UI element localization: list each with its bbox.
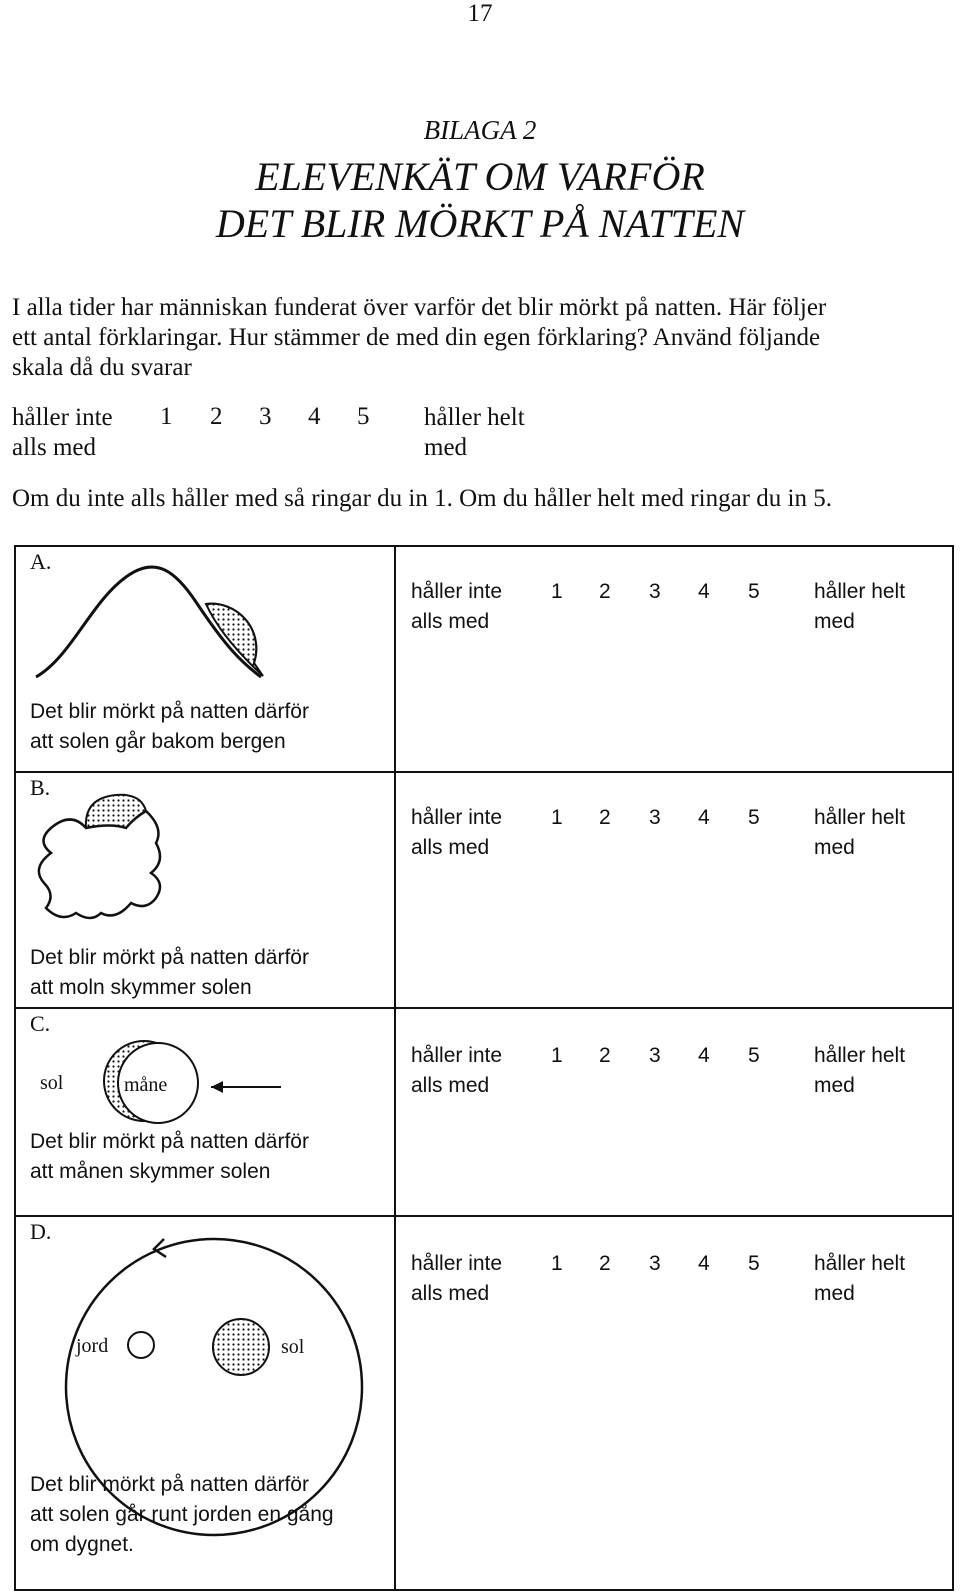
rating-option-3[interactable]: 3 <box>649 806 661 829</box>
item-letter: D. <box>30 1219 52 1244</box>
scale-number: 4 <box>308 403 321 430</box>
page-title-line-1: ELEVENKÄT OM VARFÖR <box>255 154 705 199</box>
appendix-label: BILAGA 2 <box>423 115 537 145</box>
illustration-cell <box>15 1216 395 1590</box>
rating-option-2[interactable]: 2 <box>599 1044 611 1067</box>
rating-option-4[interactable]: 4 <box>698 580 710 603</box>
survey-table <box>14 545 954 1591</box>
rating-option-5[interactable]: 5 <box>748 806 760 829</box>
sun-label: sol <box>40 1072 64 1094</box>
caption-line: att månen skymmer solen <box>30 1160 271 1183</box>
caption-line: att solen går runt jorden en gång <box>30 1503 334 1526</box>
scale-right-label: med <box>814 1282 855 1305</box>
rating-option-2[interactable]: 2 <box>599 1252 611 1275</box>
rating-option-2[interactable]: 2 <box>599 806 611 829</box>
scale-number: 1 <box>160 403 173 430</box>
survey-item-d <box>15 1216 953 1590</box>
caption-line: Det blir mörkt på natten därför <box>30 1473 309 1496</box>
rating-option-3[interactable]: 3 <box>649 1252 661 1275</box>
intro-line: skala då du svarar <box>12 354 192 381</box>
earth-label: jord <box>76 1335 109 1357</box>
rating-cell <box>395 772 953 1008</box>
illustration-cell <box>15 1008 395 1216</box>
earth-disc <box>128 1332 154 1358</box>
rating-option-5[interactable]: 5 <box>748 580 760 603</box>
scale-right-label <box>424 403 525 463</box>
rating-option-1[interactable]: 1 <box>551 1044 563 1067</box>
scale-left-line: alls med <box>12 434 97 461</box>
moon-label: måne <box>124 1074 168 1096</box>
intro-paragraph <box>12 293 942 383</box>
illustration-cell <box>15 546 395 772</box>
rating-option-3[interactable]: 3 <box>649 580 661 603</box>
caption-line: att solen går bakom bergen <box>30 730 286 753</box>
scale-left-label: håller inte <box>411 580 503 603</box>
page-title-line-2: DET BLIR MÖRKT PÅ NATTEN <box>215 201 745 246</box>
rating-option-4[interactable]: 4 <box>698 806 710 829</box>
caption-line: Det blir mörkt på natten därför <box>30 700 309 723</box>
scale-left-line: håller inte <box>12 404 113 431</box>
scale-right-label: håller helt <box>814 1252 906 1275</box>
scale-right-label: med <box>814 610 855 633</box>
rating-option-5[interactable]: 5 <box>748 1252 760 1275</box>
scale-right-label: med <box>814 836 855 859</box>
scale-number: 5 <box>357 403 370 430</box>
item-caption <box>30 943 380 1003</box>
rating-cell <box>395 546 953 772</box>
caption-line: Det blir mörkt på natten därför <box>30 1130 309 1153</box>
item-letter: A. <box>30 549 52 574</box>
caption-line: att moln skymmer solen <box>30 976 252 999</box>
scale-right-line: med <box>424 434 468 461</box>
scale-left-label: alls med <box>411 836 490 859</box>
rating-cell <box>395 1216 953 1590</box>
survey-item-c <box>15 1008 953 1216</box>
rating-scale <box>396 803 958 893</box>
scale-left-label <box>12 403 113 463</box>
page-number: 17 <box>467 0 493 27</box>
item-caption <box>30 1470 380 1560</box>
rating-option-5[interactable]: 5 <box>748 1044 760 1067</box>
scale-right-label: håller helt <box>814 806 906 829</box>
rating-option-1[interactable]: 1 <box>551 580 563 603</box>
scale-left-label: håller inte <box>411 806 503 829</box>
rating-option-1[interactable]: 1 <box>551 806 563 829</box>
rating-scale <box>396 577 958 667</box>
scale-number: 2 <box>210 403 223 430</box>
item-caption <box>30 697 380 757</box>
scale-right-label: med <box>814 1074 855 1097</box>
instruction-text: Om du inte alls håller med så ringar du in 1. Om du håller helt med ringar du in 5. <box>12 485 832 512</box>
arrow-left-icon <box>211 1081 223 1093</box>
rating-option-3[interactable]: 3 <box>649 1044 661 1067</box>
scale-left-label: håller inte <box>411 1044 503 1067</box>
item-letter: C. <box>30 1011 51 1036</box>
rating-cell <box>395 1008 953 1216</box>
sun-label: sol <box>281 1336 305 1358</box>
scale-left-label: håller inte <box>411 1252 503 1275</box>
scale-right-label: håller helt <box>814 580 906 603</box>
rating-option-4[interactable]: 4 <box>698 1044 710 1067</box>
rating-option-1[interactable]: 1 <box>551 1252 563 1275</box>
rating-option-4[interactable]: 4 <box>698 1252 710 1275</box>
scale-left-label: alls med <box>411 610 490 633</box>
rating-scale <box>396 1249 958 1339</box>
rating-option-2[interactable]: 2 <box>599 580 611 603</box>
sun-disc <box>213 1319 269 1375</box>
survey-item-b <box>15 772 953 1008</box>
illustration-cell <box>15 772 395 1008</box>
scale-right-label: håller helt <box>814 1044 906 1067</box>
rating-scale <box>396 1041 958 1131</box>
caption-line: Det blir mörkt på natten därför <box>30 946 309 969</box>
item-caption <box>30 1127 380 1187</box>
scale-number: 3 <box>259 403 272 430</box>
cloud-shape <box>39 811 160 918</box>
scale-left-label: alls med <box>411 1282 490 1305</box>
intro-line: ett antal förklaringar. Hur stämmer de med din egen förklaring? Använd följande <box>12 324 821 351</box>
item-letter: B. <box>30 775 51 800</box>
survey-item-a <box>15 546 953 772</box>
scale-right-line: håller helt <box>424 404 525 431</box>
intro-line: I alla tider har människan funderat över varför det blir mörkt på natten. Här följer <box>12 294 827 321</box>
caption-line: om dygnet. <box>30 1533 134 1556</box>
scale-left-label: alls med <box>411 1074 490 1097</box>
